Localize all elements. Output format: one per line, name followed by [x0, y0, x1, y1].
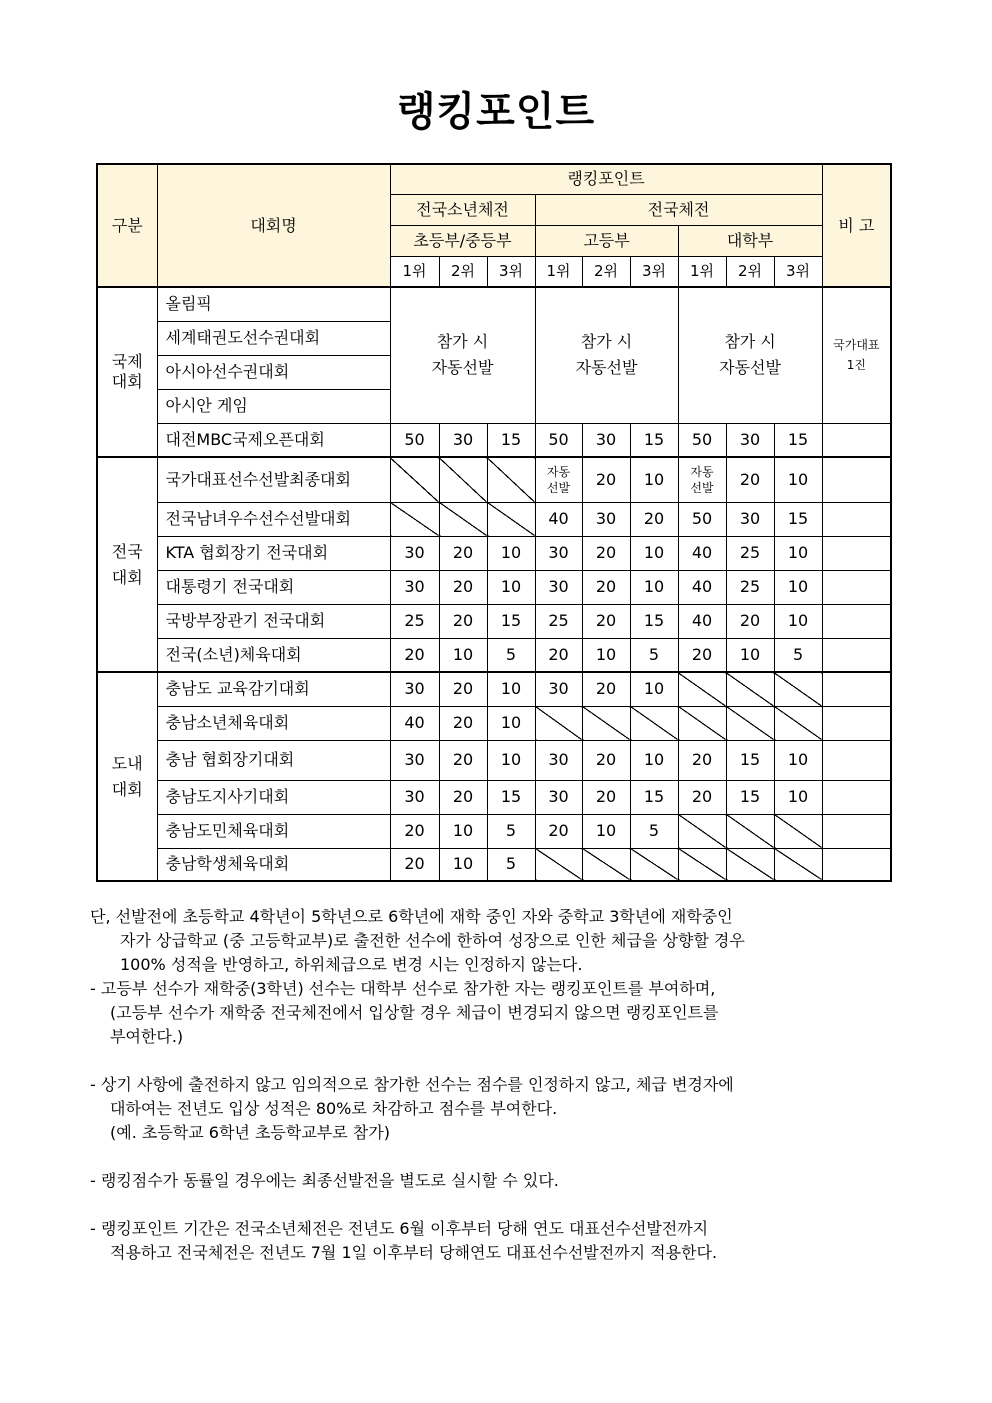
event-name: 아시아선수권대회: [157, 355, 390, 389]
point-cell: 10: [630, 570, 678, 604]
point-cell: 10: [487, 672, 535, 706]
point-cell: 20: [439, 740, 487, 780]
point-cell: 10: [487, 740, 535, 780]
point-cell: 15: [726, 740, 774, 780]
point-cell: 25: [726, 536, 774, 570]
point-cell: 30: [726, 423, 774, 457]
not-applicable-cell: [439, 502, 487, 536]
note-line: - 랭킹포인트 기간은 전국소년체전은 전년도 6월 이후부터 당해 연도 대표선수선발전까지: [90, 1219, 709, 1238]
header-place-1: 1위: [678, 256, 726, 287]
header-place-3: 3위: [774, 256, 822, 287]
point-cell: 40: [678, 570, 726, 604]
point-cell: 30: [439, 423, 487, 457]
point-cell: 15: [774, 423, 822, 457]
remark-national-team: 국가대표 1진: [822, 287, 891, 423]
event-name: KTA 협회장기 전국대회: [157, 536, 390, 570]
point-cell: 20: [439, 536, 487, 570]
point-cell: 10: [487, 536, 535, 570]
point-cell: 20: [726, 604, 774, 638]
point-cell: 20: [582, 536, 630, 570]
point-cell: 10: [726, 638, 774, 672]
point-cell: 10: [630, 740, 678, 780]
header-place-3: 3위: [487, 256, 535, 287]
auto-selection-cell: 참가 시 자동선발: [678, 287, 822, 423]
point-cell: 20: [630, 502, 678, 536]
point-cell: 40: [390, 706, 439, 740]
point-cell: 20: [439, 604, 487, 638]
event-name: 대통령기 전국대회: [157, 570, 390, 604]
point-cell: 20: [582, 740, 630, 780]
point-cell: 15: [630, 423, 678, 457]
point-cell: 10: [630, 457, 678, 502]
remark-cell: [822, 638, 891, 672]
not-applicable-cell: [439, 457, 487, 502]
remark-cell: [822, 814, 891, 848]
point-cell: 15: [774, 502, 822, 536]
point-cell: 10: [630, 672, 678, 706]
event-name: 대전MBC국제오픈대회: [157, 423, 390, 457]
event-name: 충남도 교육감기대회: [157, 672, 390, 706]
not-applicable-cell: [535, 706, 582, 740]
header-place-2: 2위: [582, 256, 630, 287]
point-cell: 5: [630, 814, 678, 848]
point-cell: 30: [390, 536, 439, 570]
point-cell: 20: [726, 457, 774, 502]
point-cell: 10: [774, 740, 822, 780]
point-cell: 50: [678, 423, 726, 457]
event-name: 충남학생체육대회: [157, 848, 390, 881]
auto-selection-small: 자동 선발: [535, 457, 582, 502]
point-cell: 20: [582, 457, 630, 502]
notes-section: [90, 905, 890, 1265]
remark-cell: [822, 706, 891, 740]
not-applicable-cell: [630, 706, 678, 740]
not-applicable-cell: [774, 848, 822, 881]
note-line: 대하여는 전년도 입상 성적은 80%로 차감하고 점수를 부여한다.: [110, 1099, 558, 1118]
not-applicable-cell: [390, 457, 439, 502]
remark-cell: [822, 570, 891, 604]
point-cell: 30: [390, 780, 439, 814]
point-cell: 10: [439, 638, 487, 672]
not-applicable-cell: [678, 706, 726, 740]
point-cell: 15: [726, 780, 774, 814]
event-name: 충남도지사기대회: [157, 780, 390, 814]
point-cell: 20: [582, 570, 630, 604]
point-cell: 10: [487, 570, 535, 604]
note-line: - 상기 사항에 출전하지 않고 임의적으로 참가한 선수는 점수를 인정하지 않고, 체급 변경자에: [90, 1075, 734, 1094]
category-provincial: 도내 대회: [97, 672, 157, 881]
not-applicable-cell: [390, 502, 439, 536]
point-cell: 5: [487, 638, 535, 672]
point-cell: 30: [535, 780, 582, 814]
remark-cell: [822, 740, 891, 780]
ranking-points-table: [96, 163, 892, 882]
header-university: 대학부: [678, 225, 822, 256]
event-name: 전국남녀우수선수선발대회: [157, 502, 390, 536]
category-international: 국제 대회: [97, 287, 157, 457]
header-ranking-points: 랭킹포인트: [390, 164, 822, 194]
header-elem-middle: 초등부/중등부: [390, 225, 535, 256]
point-cell: 30: [390, 740, 439, 780]
point-cell: 30: [535, 740, 582, 780]
point-cell: 15: [487, 780, 535, 814]
remark-cell: [822, 604, 891, 638]
remark-cell: [822, 672, 891, 706]
header-gubun: 구분: [97, 164, 157, 287]
event-name: 올림픽: [157, 287, 390, 321]
header-high-school: 고등부: [535, 225, 678, 256]
remark-cell: [822, 848, 891, 881]
point-cell: 20: [582, 780, 630, 814]
auto-selection-small: 자동 선발: [678, 457, 726, 502]
not-applicable-cell: [774, 672, 822, 706]
point-cell: 40: [535, 502, 582, 536]
point-cell: 15: [487, 604, 535, 638]
header-place-1: 1위: [535, 256, 582, 287]
point-cell: 20: [582, 672, 630, 706]
point-cell: 5: [774, 638, 822, 672]
point-cell: 30: [582, 423, 630, 457]
not-applicable-cell: [774, 814, 822, 848]
point-cell: 30: [535, 672, 582, 706]
event-name: 국가대표선수선발최종대회: [157, 457, 390, 502]
header-place-1: 1위: [390, 256, 439, 287]
not-applicable-cell: [726, 672, 774, 706]
category-national: 전국 대회: [97, 457, 157, 672]
point-cell: 10: [439, 848, 487, 881]
point-cell: 20: [439, 570, 487, 604]
point-cell: 25: [535, 604, 582, 638]
point-cell: 10: [582, 814, 630, 848]
not-applicable-cell: [535, 848, 582, 881]
point-cell: 20: [535, 814, 582, 848]
remark-cell: [822, 536, 891, 570]
point-cell: 20: [535, 638, 582, 672]
point-cell: 20: [390, 814, 439, 848]
point-cell: 5: [487, 814, 535, 848]
not-applicable-cell: [487, 457, 535, 502]
point-cell: 50: [390, 423, 439, 457]
remark-cell: [822, 780, 891, 814]
auto-selection-cell: 참가 시 자동선발: [535, 287, 678, 423]
point-cell: 20: [678, 740, 726, 780]
point-cell: 10: [582, 638, 630, 672]
point-cell: 10: [487, 706, 535, 740]
point-cell: 10: [774, 604, 822, 638]
point-cell: 20: [439, 672, 487, 706]
event-name: 충남 협회장기대회: [157, 740, 390, 780]
header-place-2: 2위: [726, 256, 774, 287]
page-title: 랭킹포인트: [396, 89, 596, 135]
event-name: 충남소년체육대회: [157, 706, 390, 740]
header-remarks: 비 고: [822, 164, 891, 287]
note-line: - 고등부 선수가 재학중(3학년) 선수는 대학부 선수로 참가한 자는 랭킹포인트를 부여하며,: [90, 979, 716, 998]
point-cell: 30: [390, 672, 439, 706]
point-cell: 10: [774, 457, 822, 502]
header-competition-name: 대회명: [157, 164, 390, 287]
point-cell: 10: [439, 814, 487, 848]
point-cell: 5: [630, 638, 678, 672]
not-applicable-cell: [774, 706, 822, 740]
point-cell: 25: [390, 604, 439, 638]
point-cell: 20: [678, 638, 726, 672]
not-applicable-cell: [726, 848, 774, 881]
not-applicable-cell: [726, 706, 774, 740]
point-cell: 15: [630, 604, 678, 638]
point-cell: 10: [630, 536, 678, 570]
point-cell: 30: [390, 570, 439, 604]
event-name: 세계태권도선수권대회: [157, 321, 390, 355]
point-cell: 20: [439, 780, 487, 814]
header-national-games: 전국체전: [535, 194, 822, 225]
remark-cell: [822, 457, 891, 502]
not-applicable-cell: [726, 814, 774, 848]
point-cell: 10: [774, 570, 822, 604]
note-line: - 랭킹점수가 동률일 경우에는 최종선발전을 별도로 실시할 수 있다.: [90, 1171, 559, 1190]
point-cell: 40: [678, 536, 726, 570]
not-applicable-cell: [678, 814, 726, 848]
point-cell: 5: [487, 848, 535, 881]
remark-cell: [822, 423, 891, 457]
note-line: 자가 상급학교 (중 고등학교부)로 출전한 선수에 한하여 성장으로 인한 체급을 상향할 경우: [120, 931, 745, 950]
point-cell: 20: [678, 780, 726, 814]
point-cell: 15: [630, 780, 678, 814]
point-cell: 30: [582, 502, 630, 536]
point-cell: 20: [390, 848, 439, 881]
point-cell: 30: [726, 502, 774, 536]
event-name: 국방부장관기 전국대회: [157, 604, 390, 638]
point-cell: 50: [535, 423, 582, 457]
point-cell: 20: [390, 638, 439, 672]
note-line: 단, 선발전에 초등학교 4학년이 5학년으로 6학년에 재학 중인 자와 중학교 3학년에 재학중인: [90, 907, 733, 926]
not-applicable-cell: [582, 848, 630, 881]
note-line: 적용하고 전국체전은 전년도 7월 1일 이후부터 당해연도 대표선수선발전까지 적용한다.: [110, 1243, 718, 1262]
remark-cell: [822, 502, 891, 536]
point-cell: 10: [774, 536, 822, 570]
event-name: 충남도민체육대회: [157, 814, 390, 848]
point-cell: 50: [678, 502, 726, 536]
event-name: 전국(소년)체육대회: [157, 638, 390, 672]
auto-selection-cell: 참가 시 자동선발: [390, 287, 535, 423]
point-cell: 25: [726, 570, 774, 604]
not-applicable-cell: [630, 848, 678, 881]
point-cell: 20: [582, 604, 630, 638]
header-youth-national-games: 전국소년체전: [390, 194, 535, 225]
not-applicable-cell: [487, 502, 535, 536]
point-cell: 15: [487, 423, 535, 457]
event-name: 아시안 게임: [157, 389, 390, 423]
point-cell: 20: [439, 706, 487, 740]
not-applicable-cell: [678, 848, 726, 881]
header-place-3: 3위: [630, 256, 678, 287]
point-cell: 10: [774, 780, 822, 814]
header-place-2: 2위: [439, 256, 487, 287]
not-applicable-cell: [678, 672, 726, 706]
note-line: (고등부 선수가 재학중 전국체전에서 입상할 경우 체급이 변경되지 않으면 랭킹포인트를: [110, 1003, 719, 1022]
not-applicable-cell: [582, 706, 630, 740]
note-line: 부여한다.): [110, 1027, 184, 1046]
note-line: (예. 초등학교 6학년 초등학교부로 참가): [110, 1123, 390, 1142]
point-cell: 30: [535, 536, 582, 570]
point-cell: 30: [535, 570, 582, 604]
point-cell: 40: [678, 604, 726, 638]
note-line: 100% 성적을 반영하고, 하위체급으로 변경 시는 인정하지 않는다.: [120, 955, 583, 974]
